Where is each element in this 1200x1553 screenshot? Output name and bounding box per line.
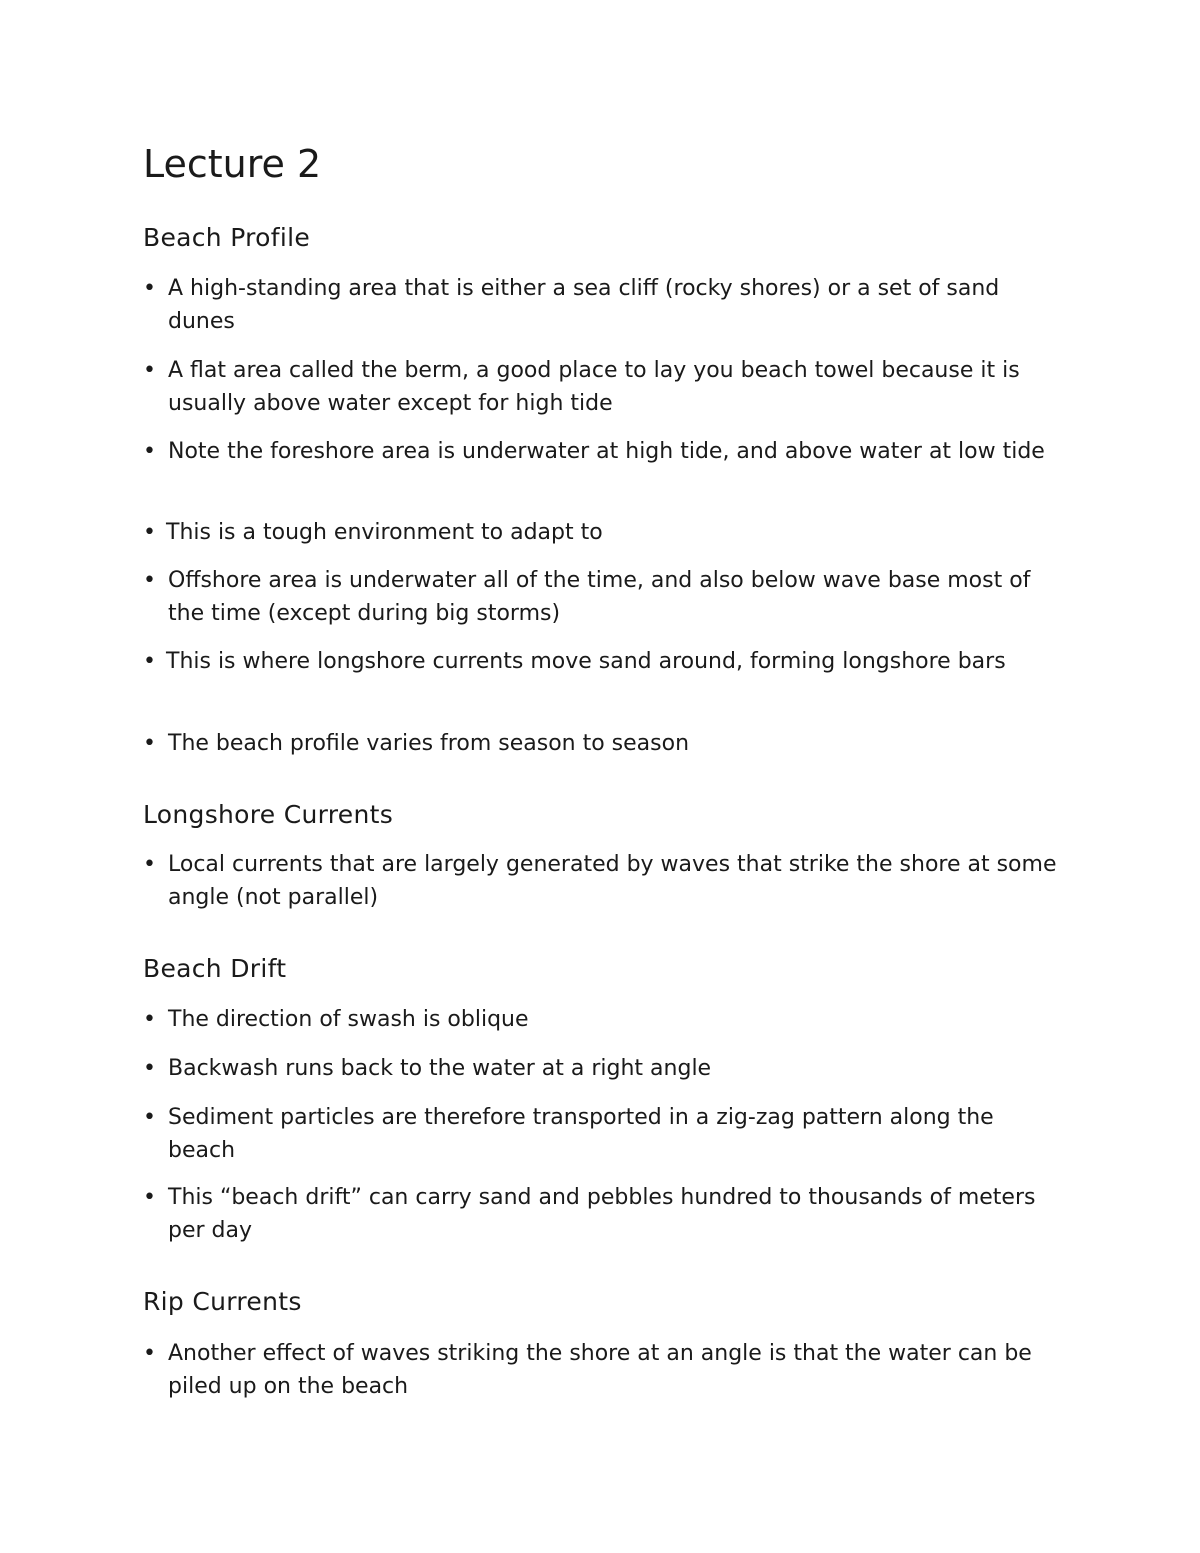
- section-heading-beach-profile: Beach Profile: [143, 223, 311, 252]
- bullet-icon: •: [143, 1341, 156, 1366]
- list-item-text: Note the foreshore area is underwater at high tide, and above water at low tide: [168, 439, 1045, 464]
- bullet-icon: •: [143, 852, 156, 877]
- list-item: [143, 1102, 1063, 1167]
- bullet-icon: •: [143, 1056, 156, 1081]
- list-item-text: Sediment particles are therefore transported in a zig-zag pattern along the beach: [168, 1105, 994, 1163]
- list-item: [143, 1053, 1063, 1086]
- bullet-icon: •: [143, 1007, 156, 1032]
- list-item: [143, 728, 1063, 761]
- bullet-icon: •: [143, 731, 156, 756]
- section-heading-beach-drift: Beach Drift: [143, 954, 287, 983]
- bullet-icon: •: [143, 1105, 156, 1130]
- list-item: [143, 1338, 1063, 1403]
- page-title: Lecture 2: [143, 142, 322, 186]
- list-item-text: Backwash runs back to the water at a right angle: [168, 1056, 712, 1081]
- list-item-text: This is where longshore currents move sand around, forming longshore bars: [166, 649, 1006, 674]
- section-heading-longshore-currents: Longshore Currents: [143, 800, 394, 829]
- list-item: [143, 355, 1063, 420]
- list-item-text: This “beach drift” can carry sand and pebbles hundred to thousands of meters per day: [168, 1185, 1036, 1243]
- bullet-icon: •: [143, 649, 156, 674]
- list-item-text: Local currents that are largely generated by waves that strike the shore at some angle (not parallel): [168, 852, 1057, 910]
- list-item-text: This is a tough environment to adapt to: [166, 520, 603, 545]
- bullet-icon: •: [143, 439, 156, 464]
- list-item-text: Offshore area is underwater all of the time, and also below wave base most of the time (except during big storms): [168, 568, 1031, 626]
- list-item-text: The beach profile varies from season to season: [168, 731, 690, 756]
- bullet-icon: •: [143, 1185, 156, 1210]
- bullet-icon: •: [143, 568, 156, 593]
- list-item: [143, 1182, 1063, 1247]
- list-item: [143, 436, 1063, 469]
- list-item: [143, 849, 1063, 914]
- list-item-text: A high-standing area that is either a sea cliff (rocky shores) or a set of sand dunes: [168, 276, 1000, 334]
- bullet-icon: •: [143, 520, 156, 545]
- list-item: [143, 565, 1063, 630]
- list-item: [143, 646, 1063, 679]
- list-item-text: Another effect of waves striking the shore at an angle is that the water can be piled up on the beach: [168, 1341, 1032, 1399]
- list-item-text: A flat area called the berm, a good place to lay you beach towel because it is usually above water except for high tide: [168, 358, 1020, 416]
- bullet-icon: •: [143, 276, 156, 301]
- list-item: [143, 1004, 1063, 1037]
- section-heading-rip-currents: Rip Currents: [143, 1287, 302, 1316]
- list-item: [143, 273, 1063, 338]
- bullet-icon: •: [143, 358, 156, 383]
- list-item-text: The direction of swash is oblique: [168, 1007, 529, 1032]
- list-item: [143, 517, 1063, 550]
